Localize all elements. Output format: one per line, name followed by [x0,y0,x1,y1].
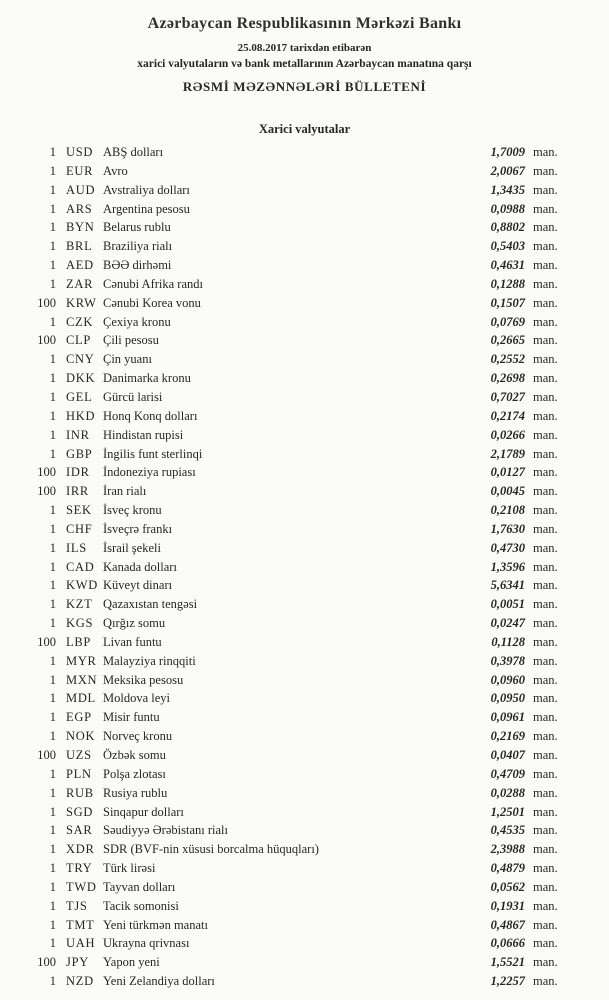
quantity: 1 [49,276,56,291]
rate-value: 0,3978 [490,653,525,668]
table-row [0,445,609,464]
currency-code: ILS [66,540,87,555]
unit-label: man. [533,314,558,329]
table-row [0,803,609,822]
currency-code: TRY [66,861,93,876]
table-row [0,275,609,294]
quantity: 1 [49,898,56,913]
unit-label: man. [533,163,558,178]
table-row [0,671,609,690]
currency-code: CLP [66,333,92,348]
currency-name: Danimarka kronu [103,371,191,386]
unit-label: man. [533,220,558,235]
table-row [0,256,609,275]
quantity: 1 [49,804,56,819]
effective-date: 25.08.2017 tarixdən etibarən [237,42,372,54]
currency-name: Yeni türkmən manatı [103,917,208,932]
currency-code: SGD [66,804,94,819]
quantity: 1 [49,163,56,178]
rate-value: 2,0067 [490,163,525,178]
quantity: 1 [49,672,56,687]
currency-name: Cənubi Afrika randı [103,276,203,291]
table-row [0,765,609,784]
currency-code: KWD [66,578,98,593]
table-row [0,633,609,652]
table-row [0,294,609,313]
unit-label: man. [533,597,558,612]
unit-label: man. [533,371,558,386]
rate-value: 1,3435 [490,182,525,197]
unit-label: man. [533,465,558,480]
unit-label: man. [533,766,558,781]
currency-code: SEK [66,503,92,518]
currency-code: AED [66,258,94,273]
quantity: 1 [49,239,56,254]
quantity: 1 [49,879,56,894]
currency-name: İsrail şekeli [103,540,161,555]
quantity: 1 [49,861,56,876]
quantity: 1 [49,201,56,216]
quantity: 1 [49,729,56,744]
currency-code: LBP [66,634,92,649]
document-subtitle: xarici valyutaların və bank metallarının Azərbaycan manatına qarşı [137,58,472,70]
table-row [0,708,609,727]
currency-code: UAH [66,936,96,951]
table-row [0,916,609,935]
rate-value: 0,2108 [490,503,525,518]
currency-code: CZK [66,314,94,329]
unit-label: man. [533,503,558,518]
quantity: 1 [49,408,56,423]
currency-name: SDR (BVF-nin xüsusi borcalma hüquqları) [103,842,319,857]
table-row [0,746,609,765]
unit-label: man. [533,145,558,159]
unit-label: man. [533,823,558,838]
quantity: 1 [49,616,56,631]
rate-value: 1,5521 [490,955,525,970]
table-row [0,200,609,219]
quantity: 1 [49,220,56,235]
rate-value: 0,1507 [490,295,525,310]
unit-label: man. [533,936,558,951]
rate-value: 5,6341 [490,578,525,593]
currency-name: Moldova leyi [103,691,171,706]
rate-value: 0,0051 [490,597,525,612]
table-row [0,237,609,256]
unit-label: man. [533,540,558,555]
quantity: 1 [49,446,56,461]
rate-value: 0,2665 [490,333,525,348]
table-row [0,143,609,162]
currency-code: ARS [66,201,93,216]
currency-code: AUD [66,182,96,197]
currency-code: PLN [66,766,92,781]
rate-value: 0,0961 [490,710,525,725]
table-row [0,331,609,350]
unit-label: man. [533,804,558,819]
currency-code: IDR [66,465,90,480]
currency-name: İran rialı [103,484,147,499]
currency-code: DKK [66,371,96,386]
quantity: 1 [49,974,56,989]
table-row [0,407,609,426]
quantity: 1 [49,653,56,668]
quantity: 1 [49,371,56,386]
rate-value: 0,4709 [490,766,525,781]
currency-code: BRL [66,239,93,254]
table-row [0,614,609,633]
quantity: 100 [37,465,56,480]
currency-code: KZT [66,597,93,612]
rate-value: 0,4535 [490,823,525,838]
currency-code: CHF [66,521,93,536]
currency-name: Malayziya rinqqiti [103,653,196,668]
unit-label: man. [533,974,558,989]
rate-value: 0,1128 [491,634,525,649]
currency-table [0,143,609,991]
table-row [0,595,609,614]
unit-label: man. [533,898,558,913]
quantity: 1 [49,389,56,404]
currency-code: TWD [66,879,97,894]
currency-code: HKD [66,408,96,423]
currency-code: EGP [66,710,92,725]
unit-label: man. [533,748,558,762]
currency-name: Küveyt dinarı [103,578,173,593]
table-row [0,840,609,859]
quantity: 1 [49,917,56,932]
currency-code: EUR [66,163,94,178]
currency-name: Səudiyyə Ərəbistanı rialı [103,823,228,838]
quantity: 1 [49,842,56,857]
quantity: 1 [49,578,56,593]
currency-name: Çili pesosu [103,333,159,348]
table-row [0,539,609,558]
currency-code: CAD [66,559,95,574]
currency-name: Argentina pesosu [103,201,190,216]
currency-name: Tayvan dolları [103,879,176,894]
unit-label: man. [533,616,558,631]
rate-value: 0,1931 [490,898,525,913]
currency-name: Türk lirəsi [103,861,156,876]
table-row [0,953,609,972]
rate-value: 1,7009 [490,145,525,159]
unit-label: man. [533,691,558,706]
currency-code: SAR [66,823,93,838]
unit-label: man. [533,427,558,442]
currency-name: Cənubi Korea vonu [103,295,201,310]
table-row [0,821,609,840]
table-row [0,181,609,200]
currency-code: MDL [66,691,96,706]
currency-name: Çin yuanı [103,352,152,367]
currency-code: ZAR [66,276,94,291]
quantity: 1 [49,427,56,442]
rate-value: 0,8802 [490,220,525,235]
quantity: 1 [49,314,56,329]
bank-title: Azərbaycan Respublikasının Mərkəzi Bankı [147,15,462,32]
unit-label: man. [533,239,558,254]
quantity: 1 [49,823,56,838]
table-row [0,162,609,181]
currency-name: İsveç kronu [103,503,162,518]
unit-label: man. [533,729,558,744]
unit-label: man. [533,785,558,800]
unit-label: man. [533,389,558,404]
currency-code: GEL [66,389,93,404]
unit-label: man. [533,672,558,687]
currency-name: Yapon yeni [103,955,160,970]
table-row [0,388,609,407]
table-row [0,897,609,916]
currency-name: İngilis funt sterlinqi [103,446,203,461]
currency-code: BYN [66,220,95,235]
unit-label: man. [533,842,558,857]
currency-name: Misir funtu [103,710,160,725]
rate-value: 0,0562 [490,879,525,894]
quantity: 1 [49,597,56,612]
currency-name: Kanada dolları [103,559,177,574]
currency-name: Meksika pesosu [103,672,184,687]
rate-value: 0,0247 [490,616,525,631]
currency-name: Polşa zlotası [103,766,166,781]
rate-value: 0,0988 [490,201,525,216]
quantity: 1 [49,258,56,273]
rate-value: 0,1288 [490,276,525,291]
currency-name: BƏƏ dirhəmi [103,258,172,273]
rate-value: 0,5403 [490,239,525,254]
rate-value: 0,0127 [490,465,525,480]
currency-name: Tacik somonisi [103,898,179,913]
currency-name: İsveçrə frankı [103,521,173,536]
quantity: 1 [49,766,56,781]
table-row [0,576,609,595]
currency-code: TMT [66,917,95,932]
table-row [0,689,609,708]
rate-value: 2,3988 [490,842,525,857]
currency-code: IRR [66,484,89,499]
table-row [0,972,609,991]
currency-name: Qırğız somu [103,616,166,631]
table-row [0,463,609,482]
currency-name: Yeni Zelandiya dolları [103,974,215,989]
unit-label: man. [533,446,558,461]
table-row [0,727,609,746]
currency-name: Norveç kronu [103,729,173,744]
unit-label: man. [533,634,558,649]
currency-code: UZS [66,748,92,762]
table-row [0,784,609,803]
rate-value: 0,0266 [490,427,525,442]
rate-value: 0,2174 [490,408,525,423]
currency-table-body [0,143,609,991]
currency-name: ABŞ dolları [103,145,164,159]
currency-code: KGS [66,616,94,631]
rate-value: 0,0045 [490,484,525,499]
table-row [0,520,609,539]
currency-code: CNY [66,352,95,367]
unit-label: man. [533,201,558,216]
quantity: 100 [37,955,56,970]
currency-code: KRW [66,295,97,310]
quantity: 1 [49,503,56,518]
currency-name: Sinqapur dolları [103,804,184,819]
quantity: 1 [49,785,56,800]
currency-name: Özbək somu [103,748,166,762]
quantity: 1 [49,540,56,555]
table-row [0,652,609,671]
table-row [0,218,609,237]
rate-value: 0,0769 [490,314,525,329]
quantity: 1 [49,936,56,951]
rate-value: 0,4879 [490,861,525,876]
quantity: 1 [49,352,56,367]
table-row [0,313,609,332]
unit-label: man. [533,333,558,348]
rate-value: 1,2257 [490,974,525,989]
table-row [0,482,609,501]
document-header [0,15,609,95]
currency-name: Qazaxıstan tengəsi [103,597,198,612]
quantity: 1 [49,521,56,536]
currency-name: İndoneziya rupiası [103,465,196,480]
table-row [0,878,609,897]
quantity: 100 [37,634,56,649]
unit-label: man. [533,559,558,574]
quantity: 1 [49,710,56,725]
table-row [0,501,609,520]
table-row [0,859,609,878]
rate-value: 1,2501 [490,804,525,819]
table-row [0,369,609,388]
rate-value: 0,2552 [490,352,525,367]
bulletin-title: RƏSMİ MƏZƏNNƏLƏRİ BÜLLETENİ [182,79,427,94]
currency-name: Braziliya rialı [103,239,173,254]
unit-label: man. [533,861,558,876]
currency-code: NOK [66,729,96,744]
unit-label: man. [533,879,558,894]
unit-label: man. [533,578,558,593]
currency-code: MYR [66,653,97,668]
rate-value: 0,7027 [490,389,525,404]
quantity: 100 [37,484,56,499]
quantity: 100 [37,295,56,310]
currency-name: Hindistan rupisi [103,427,184,442]
currency-name: Livan funtu [103,634,162,649]
currency-name: Gürcü larisi [103,389,163,404]
unit-label: man. [533,295,558,310]
currency-code: JPY [66,955,89,970]
unit-label: man. [533,352,558,367]
quantity: 1 [49,691,56,706]
rate-value: 0,2169 [490,729,525,744]
currency-name: Honq Konq dolları [103,408,198,423]
table-row [0,934,609,953]
rate-value: 0,0407 [490,748,525,762]
currency-name: Rusiya rublu [103,785,168,800]
currency-code: MXN [66,672,98,687]
currency-name: Çexiya kronu [103,314,171,329]
rate-value: 0,0950 [490,691,525,706]
quantity: 100 [37,748,56,762]
currency-name: Avstraliya dolları [103,182,190,197]
rate-value: 2,1789 [490,446,525,461]
currency-name: Avro [103,163,128,178]
currency-code: RUB [66,785,94,800]
rate-value: 0,0666 [490,936,525,951]
currency-name: Belarus rublu [103,220,171,235]
currency-code: INR [66,427,90,442]
unit-label: man. [533,710,558,725]
quantity: 1 [49,145,56,159]
unit-label: man. [533,408,558,423]
quantity: 1 [49,559,56,574]
unit-label: man. [533,258,558,273]
rate-value: 1,3596 [490,559,525,574]
currency-name: Ukrayna qrivnası [103,936,190,951]
rate-value: 0,0288 [490,785,525,800]
section-title-foreign-currencies: Xarici valyutalar [258,122,351,136]
unit-label: man. [533,484,558,499]
currency-code: TJS [66,898,88,913]
rate-value: 0,4867 [490,917,525,932]
currency-code: NZD [66,974,94,989]
table-row [0,558,609,577]
unit-label: man. [533,276,558,291]
currency-code: XDR [66,842,95,857]
table-row [0,426,609,445]
quantity: 1 [49,182,56,197]
rate-value: 0,4631 [490,258,525,273]
rate-value: 0,0960 [490,672,525,687]
quantity: 100 [37,333,56,348]
rate-value: 1,7630 [490,521,525,536]
currency-code: USD [66,145,94,159]
unit-label: man. [533,182,558,197]
unit-label: man. [533,653,558,668]
currency-code: GBP [66,446,93,461]
unit-label: man. [533,521,558,536]
rate-value: 0,2698 [490,371,525,386]
unit-label: man. [533,955,558,970]
table-row [0,350,609,369]
rate-value: 0,4730 [490,540,525,555]
unit-label: man. [533,917,558,932]
